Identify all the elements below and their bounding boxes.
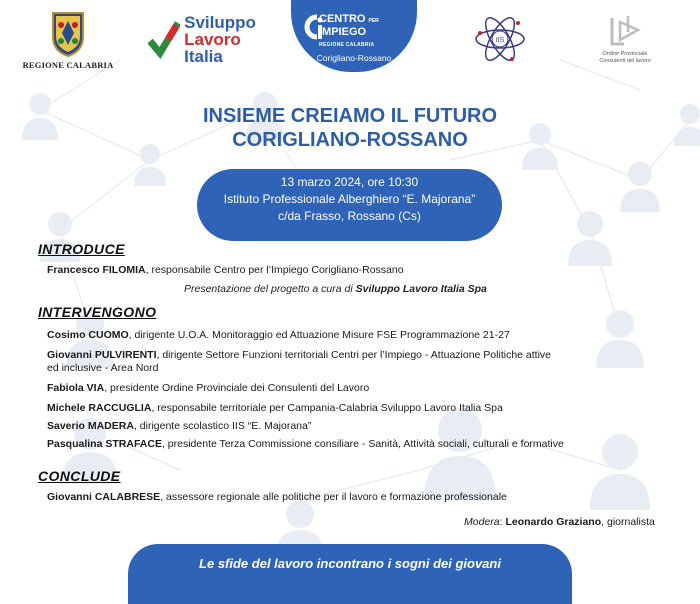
slit-word-1: Sviluppo: [184, 12, 256, 32]
speaker-row: [47, 420, 311, 433]
speaker-name: Michele RACCUGLIA: [47, 402, 152, 414]
regione-calabria-crest-icon: [50, 9, 86, 57]
presentation-org: Sviluppo Lavoro Italia Spa: [355, 283, 487, 295]
iis-majorana-logo: [470, 0, 530, 78]
speaker-row: [47, 349, 551, 375]
speaker-role: , dirigente U.O.A. Monitoraggio ed Attuazione Misure FSE Programmazione 21-27: [128, 329, 510, 341]
centro-per-impiego-badge: [291, 0, 417, 72]
speaker-name: Giovanni CALABRESE: [47, 491, 161, 503]
cpi-title: [319, 14, 379, 51]
tagline-text: Le sfide del lavoro incontrano i sogni dei giovani: [199, 556, 501, 571]
tagline-banner: [128, 544, 572, 604]
cpi-line1: CENTRO: [319, 13, 366, 25]
slit-tick-icon: [148, 15, 180, 63]
cpi-per: PER: [368, 18, 379, 24]
moderator-role: , giornalista: [601, 516, 655, 528]
speaker-name: Francesco FILOMIA: [47, 264, 146, 276]
cpi-line2: IMPIEGO: [319, 26, 367, 38]
speaker-role: , responsabile Centro per l’Impiego Corigliano-Rossano: [145, 264, 404, 276]
cpi-line3: REGIONE CALABRIA: [319, 42, 375, 48]
consulenti-line1: Ordine Provinciale: [602, 50, 648, 57]
speaker-row: [47, 402, 503, 415]
speaker-role: , responsabile territoriale per Campania-Calabria Sviluppo Lavoro Italia Spa: [151, 402, 503, 414]
regione-calabria-label: REGIONE CALABRIA: [22, 59, 114, 70]
consulenti-line2: Consulenti del lavoro: [599, 57, 651, 64]
event-address: c/da Frasso, Rossano (Cs): [278, 209, 421, 223]
speaker-name: Pasqualina STRAFACE: [47, 438, 162, 450]
speaker-role: , assessore regionale alle politiche per il lavoro e formazione professionale: [160, 491, 507, 503]
speaker-role: , dirigente scolastico IIS “E. Majorana”: [133, 420, 312, 432]
event-info-pill: [197, 169, 502, 241]
event-venue: Istituto Professionale Alberghiero “E. Majorana”: [223, 192, 476, 206]
speaker-name: Giovanni PULVIRENTI: [47, 349, 157, 361]
speaker-name: Saverio MADERA: [47, 420, 134, 432]
speaker-row: [47, 329, 510, 342]
presentation-note: [184, 283, 487, 295]
speaker-role: , presidente Ordine Provinciale dei Consulenti del Lavoro: [104, 382, 370, 394]
slit-word-2: Lavoro: [184, 29, 241, 49]
speaker-name: Fabiola VIA: [47, 382, 105, 394]
intervengono-heading: INTERVENGONO: [38, 304, 157, 320]
consulenti-lavoro-logo: [585, 0, 665, 78]
introduce-speaker: [47, 264, 404, 277]
conclude-heading: CONCLUDE: [38, 468, 121, 484]
speaker-name: Cosimo CUOMO: [47, 329, 129, 341]
event-datetime: 13 marzo 2024, ore 10:30: [280, 175, 419, 189]
speaker-row: [47, 438, 564, 451]
title-line-1: INSIEME CREIAMO IL FUTURO: [202, 105, 498, 127]
speaker-row: [47, 382, 369, 395]
speaker-role-continued: ed inclusive - Area Nord: [47, 362, 159, 374]
atom-icon: [472, 11, 528, 67]
consulenti-emblem-icon: [608, 14, 642, 48]
slit-word-3: Italia: [184, 46, 223, 66]
moderator-name: Leonardo Graziano: [505, 516, 602, 528]
presentation-prefix: Presentazione del progetto a cura di: [184, 283, 356, 295]
moderator-line: Modera: Leonardo Graziano, giornalista: [464, 516, 655, 528]
title-line-2: CORIGLIANO-ROSSANO: [232, 129, 468, 151]
speaker-role: , dirigente Settore Funzioni territoriali Centri per l’Impiego - Attuazione Politiche attive: [156, 349, 552, 361]
iis-label: IIS: [495, 37, 505, 44]
introduce-heading: INTRODUCE: [38, 241, 125, 257]
conclude-speaker: [47, 491, 507, 504]
cpi-city: Corigliano-Rossano: [316, 53, 392, 63]
regione-calabria-logo: [18, 0, 118, 78]
moderator-label: Modera: [464, 516, 500, 528]
speaker-role: , presidente Terza Commissione consiliare - Sanità, Attività sociali, culturali e formative: [161, 438, 564, 450]
sviluppo-lavoro-italia-logo: [142, 0, 262, 78]
